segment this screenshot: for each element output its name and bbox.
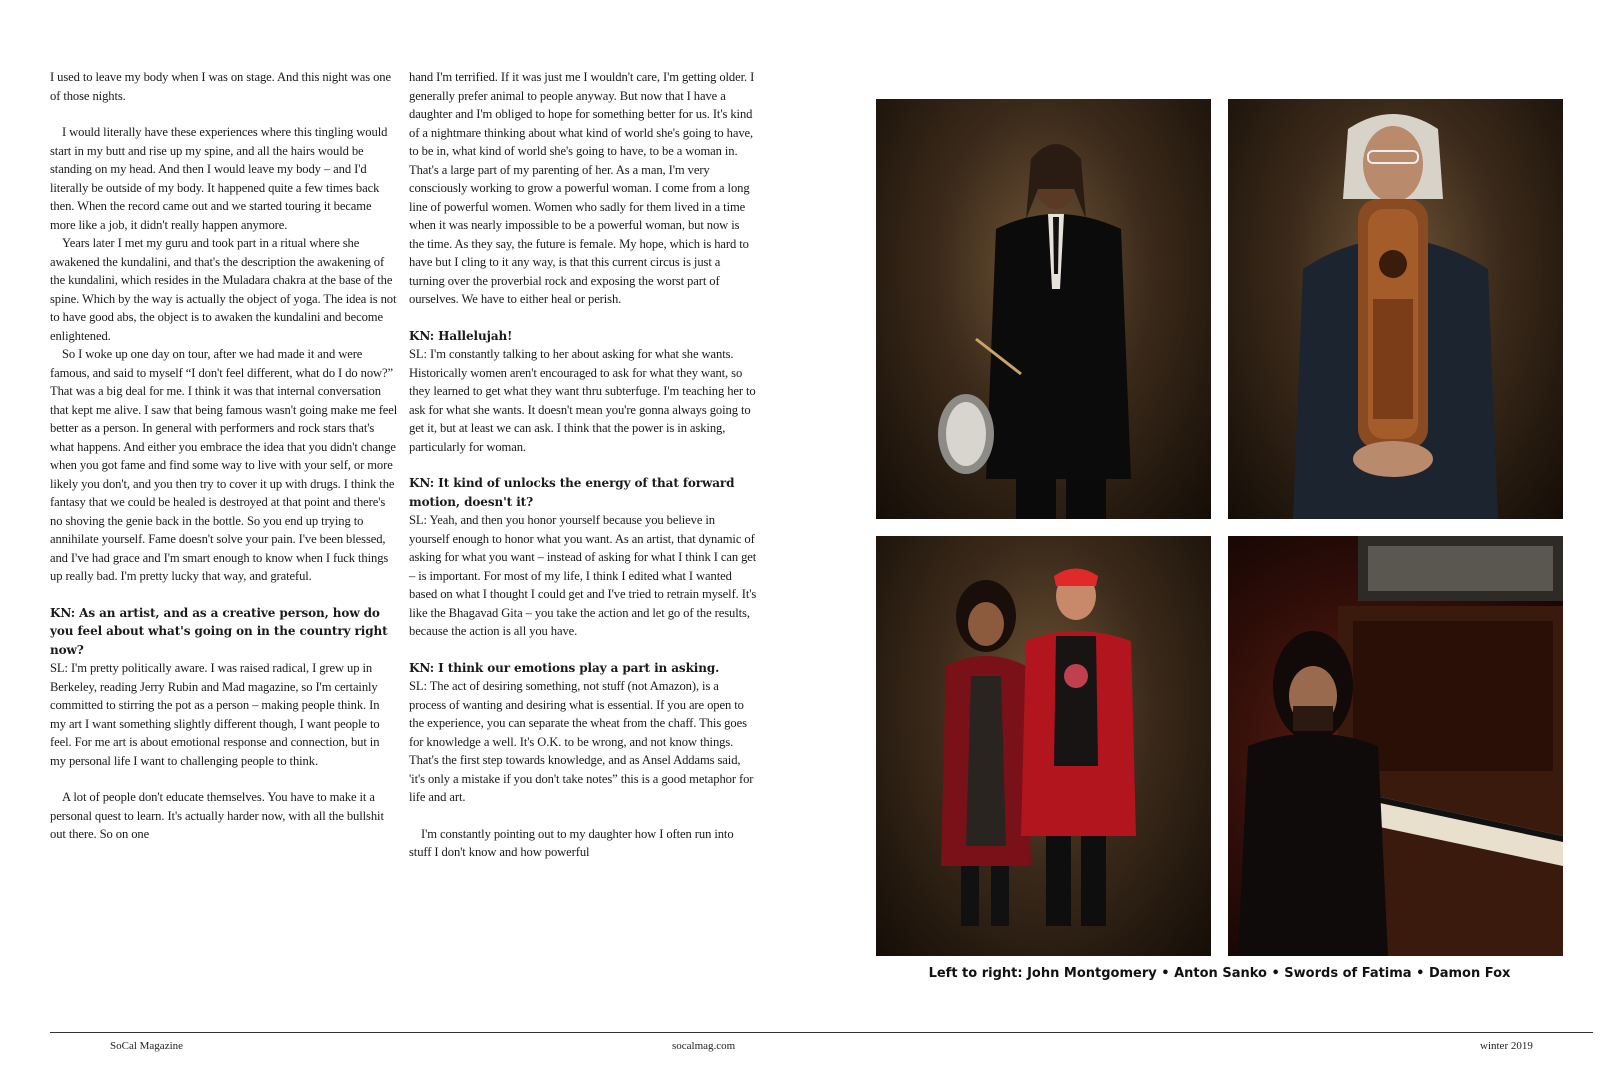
paragraph-gap xyxy=(409,641,757,659)
photo-john-montgomery xyxy=(876,99,1211,519)
paragraph-gap xyxy=(50,770,398,788)
footer-website[interactable]: socalmag.com xyxy=(672,1040,736,1052)
paragraph: SL: Yeah, and then you honor yourself because you believe in yourself enough to honor what you want. As an artist, that dynamic of asking for what you want – instead of asking for what I think I can get – is important. For most of my life, I think I edited what I wanted based on what I thought I could get and I've tried to retrain myself. It's like the Bhagavad Gita – you take the action and let go of the results, because the action is all you have. xyxy=(409,513,757,638)
paragraph: I'm constantly pointing out to my daughter how I often run into stuff I don't know and how powerful xyxy=(409,826,734,859)
interview-question: KN: Hallelujah! xyxy=(409,328,513,343)
photo-anton-sanko xyxy=(1228,99,1563,519)
footer-magazine-name: SoCal Magazine xyxy=(110,1040,184,1052)
interview-question: KN: It kind of unlocks the energy of that forward motion, doesn't it? xyxy=(409,476,735,509)
paragraph-gap xyxy=(409,807,757,825)
paragraph: Years later I met my guru and took part in a ritual where she awakened the kundalini, and that's the description the awakening of the kundalini, which resides in the Muladara chakra at the base of the spine. Which by the way is actually the object of yoga. The idea is not to have good abs, the object is to awaken the kundalini and become enlightened. xyxy=(50,236,397,343)
paragraph-gap xyxy=(409,456,757,474)
photo-swords-of-fatima xyxy=(876,536,1211,956)
paragraph: A lot of people don't educate themselves. You have to make it a personal quest to learn. It's actually harder now, with all the bullshit out there. So on one xyxy=(50,790,384,841)
photo-caption: Left to right: John Montgomery • Anton Sanko • Swords of Fatima • Damon Fox xyxy=(928,966,1511,981)
interview-question: KN: As an artist, and as a creative person, how do you feel about what's going on in the country right now? xyxy=(50,605,388,657)
article-column-left xyxy=(50,68,398,844)
footer-divider xyxy=(50,1032,1593,1033)
paragraph: I would literally have these experiences where this tingling would start in my butt and rise up my spine, and all the hairs would be standing on my head. And then I would leave my body – and I'd literally be outside of my body. It happened quite a few times back then. When the record came out and we started touring it became more like a job, it didn't really happen anymore. xyxy=(50,125,388,232)
paragraph-gap xyxy=(50,105,398,123)
paragraph: SL: I'm pretty politically aware. I was raised radical, I grew up in Berkeley, reading Jerry Rubin and Mad magazine, so I'm certainly committed to stirring the pot as a person – making people think. In my art I want something slightly different though, I want people to feel. For me art is about emotional response and connection, but in my personal life I want to challenging people to think. xyxy=(50,661,380,768)
paragraph: SL: The act of desiring something, not stuff (not Amazon), is a process of wanting and desiring what is essential. If you are open to the experience, you can separate the wheat from the chaff. This goes for knowledge a well. It's O.K. to be wrong, and not know things. That's the first step towards knowledge, and as Ansel Addams said, 'it's only a mistake if you don't take notes” this is a good metaphor for life and art. xyxy=(409,679,754,804)
paragraph-gap xyxy=(50,586,398,604)
paragraph-gap xyxy=(409,309,757,327)
interview-question: KN: I think our emotions play a part in asking. xyxy=(409,660,720,675)
footer-issue-date: winter 2019 xyxy=(1480,1040,1533,1052)
photo-damon-fox xyxy=(1228,536,1563,956)
article-column-middle xyxy=(409,68,757,862)
paragraph: So I woke up one day on tour, after we had made it and were famous, and said to myself “I don't feel different, what do I do now?” That was a big deal for me. I think it was that internal conversation that kept me alive. I saw that being famous wasn't going make me feel better as a person. In general with performers and rock stars that's what happens. And either you embrace the idea that you didn't change when you got fame and find some way to live with your self, or more likely you don't, and you then try to cover it up with drugs. I think the fantasy that we could be healed is destroyed at that point and there's no shoving the genie back in the bottle. So you end up trying to annihilate yourself. Fame doesn't solve your pain. I've been blessed, and I've had grace and I'm smart enough to know when I fuck things up really bad. I'm pretty lucky that way, and grateful. xyxy=(50,347,398,583)
paragraph: I used to leave my body when I was on stage. And this night was one of those nights. xyxy=(50,70,391,103)
paragraph: SL: I'm constantly talking to her about asking for what she wants. Historically women aren't encouraged to ask for what they want, so they learned to get what they want thru subterfuge. I'm teaching her to ask for what she wants. It doesn't mean you're gonna always going to get it, but at least we can ask. I think that the power is in asking, particularly for woman. xyxy=(409,347,756,454)
paragraph: hand I'm terrified. If it was just me I wouldn't care, I'm getting older. I generally prefer animal to people anyway. But now that I have a daughter and I'm obliged to hope for something better for us. It's kind of a nightmare thinking about what kind of world she's going to have, to be in, what kind of world she's going to have, to be a woman in. That's a large part of my parenting of her. As a man, I'm very consciously working to grow a powerful woman. I come from a long line of powerful women. Women who sadly for them lived in a time when it was nearly impossible to be a powerful woman, but now is the time. As they say, the future is female. My hope, which is hard to have but I cling to it any way, is that this current circus is just a turning over the proverbial rock and exposing the worst part of ourselves. We have to either heal or perish. xyxy=(409,70,755,306)
